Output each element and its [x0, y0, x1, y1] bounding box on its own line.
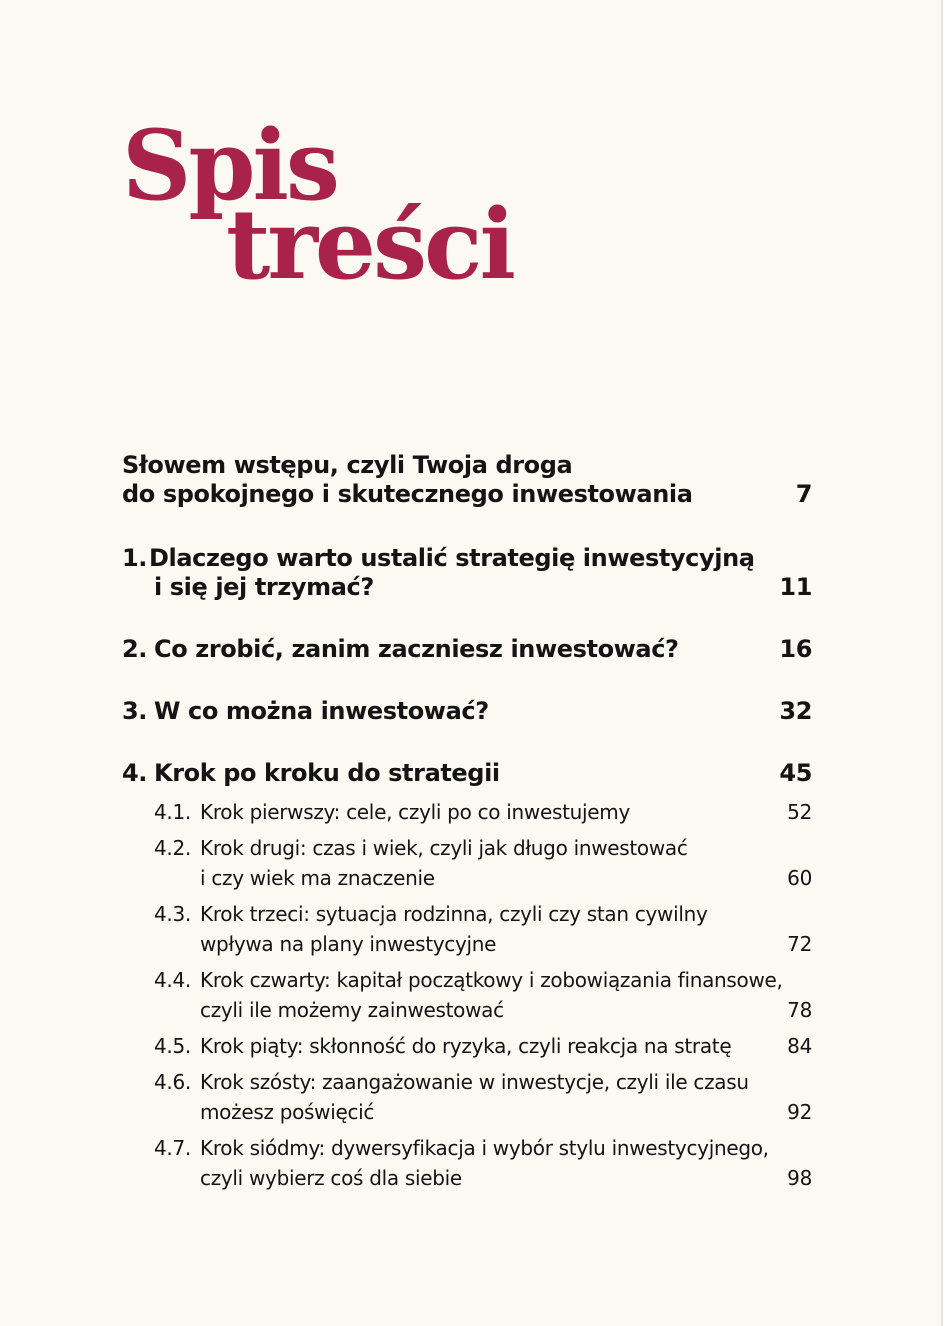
toc-entry-title: wpływa na plany inwestycyjne [200, 932, 497, 956]
toc-section-number: 4.6. [154, 1070, 191, 1094]
toc-entry-title: Krok piąty: skłonność do ryzyka, czyli reakcja na stratę [200, 1034, 732, 1058]
toc-entry-section-4-4 [154, 965, 812, 1025]
toc-entry-title: i czy wiek ma znaczenie [200, 866, 435, 890]
toc-entry-title: Krok szósty: zaangażowanie w inwestycje, czyli ile czasu [200, 1070, 749, 1094]
toc-entry-title: Słowem wstępu, czyli Twoja droga [122, 451, 573, 479]
toc-section-number: 4.1. [154, 800, 191, 824]
toc-entry-title: Krok pierwszy: cele, czyli po co inwestujemy [200, 800, 630, 824]
toc-entry-title: Krok po kroku do strategii [154, 759, 500, 787]
page-title-line-2: treści [226, 188, 513, 301]
toc-page-number: 45 [779, 759, 812, 787]
toc-chapter-number: 4. [122, 759, 148, 787]
toc-entry-title: Krok trzeci: sytuacja rodzinna, czyli czy stan cywilny [200, 902, 708, 926]
toc-entry-title: i się jej trzymać? [154, 573, 374, 601]
toc-entry-title: czyli ile możemy zainwestować [200, 998, 504, 1022]
toc-entry-title: do spokojnego i skutecznego inwestowania [122, 480, 693, 508]
toc-entry-section-4-1 [154, 797, 812, 827]
toc-page-number: 11 [779, 573, 812, 601]
toc-page-number: 7 [795, 480, 812, 508]
toc-entry-title: Co zrobić, zanim zaczniesz inwestować? [154, 635, 679, 663]
toc-chapter-number: 3. [122, 697, 148, 725]
toc-entry-chapter-1 [122, 544, 812, 602]
toc-entry-chapter-2 [122, 635, 812, 664]
toc-entry-intro [122, 451, 812, 509]
toc-entry-title: Dlaczego warto ustalić strategię inwestycyjną [149, 544, 755, 572]
toc-entry-section-4-2 [154, 833, 812, 893]
toc-page-number: 84 [787, 1034, 812, 1058]
toc-entry-chapter-3 [122, 697, 812, 726]
toc-section-number: 4.4. [154, 968, 191, 992]
toc-section-number: 4.7. [154, 1136, 191, 1160]
toc-entry-title: czyli wybierz coś dla siebie [200, 1166, 462, 1190]
toc-page-number: 52 [787, 800, 812, 824]
toc-section-number: 4.5. [154, 1034, 191, 1058]
toc-chapter-number: 2. [122, 635, 148, 663]
toc-page-number: 92 [787, 1100, 812, 1124]
toc-chapter-number: 1. [122, 544, 148, 572]
toc-page-number: 72 [787, 932, 812, 956]
toc-page-number: 60 [787, 866, 812, 890]
toc-entry-title: możesz poświęcić [200, 1100, 375, 1124]
toc-entry-section-4-7 [154, 1133, 812, 1193]
page-edge-divider [941, 0, 943, 1326]
toc-entry-title: Krok siódmy: dywersyfikacja i wybór stylu inwestycyjnego, [200, 1136, 769, 1160]
toc-page-number: 32 [779, 697, 812, 725]
toc-entry-section-4-6 [154, 1067, 812, 1127]
toc-entry-title: Krok drugi: czas i wiek, czyli jak długo inwestować [200, 836, 688, 860]
toc-page-number: 98 [787, 1166, 812, 1190]
toc-entry-title: W co można inwestować? [154, 697, 489, 725]
toc-entry-title: Krok czwarty: kapitał początkowy i zobowiązania finansowe, [200, 968, 783, 992]
toc-section-number: 4.2. [154, 836, 191, 860]
toc-entry-section-4-3 [154, 899, 812, 959]
toc-page-number: 16 [779, 635, 812, 663]
toc-page-number: 78 [787, 998, 812, 1022]
toc-entry-chapter-4 [122, 759, 812, 788]
toc-section-number: 4.3. [154, 902, 191, 926]
toc-entry-section-4-5 [154, 1031, 812, 1061]
page-title-line-1: Spis [122, 109, 337, 222]
